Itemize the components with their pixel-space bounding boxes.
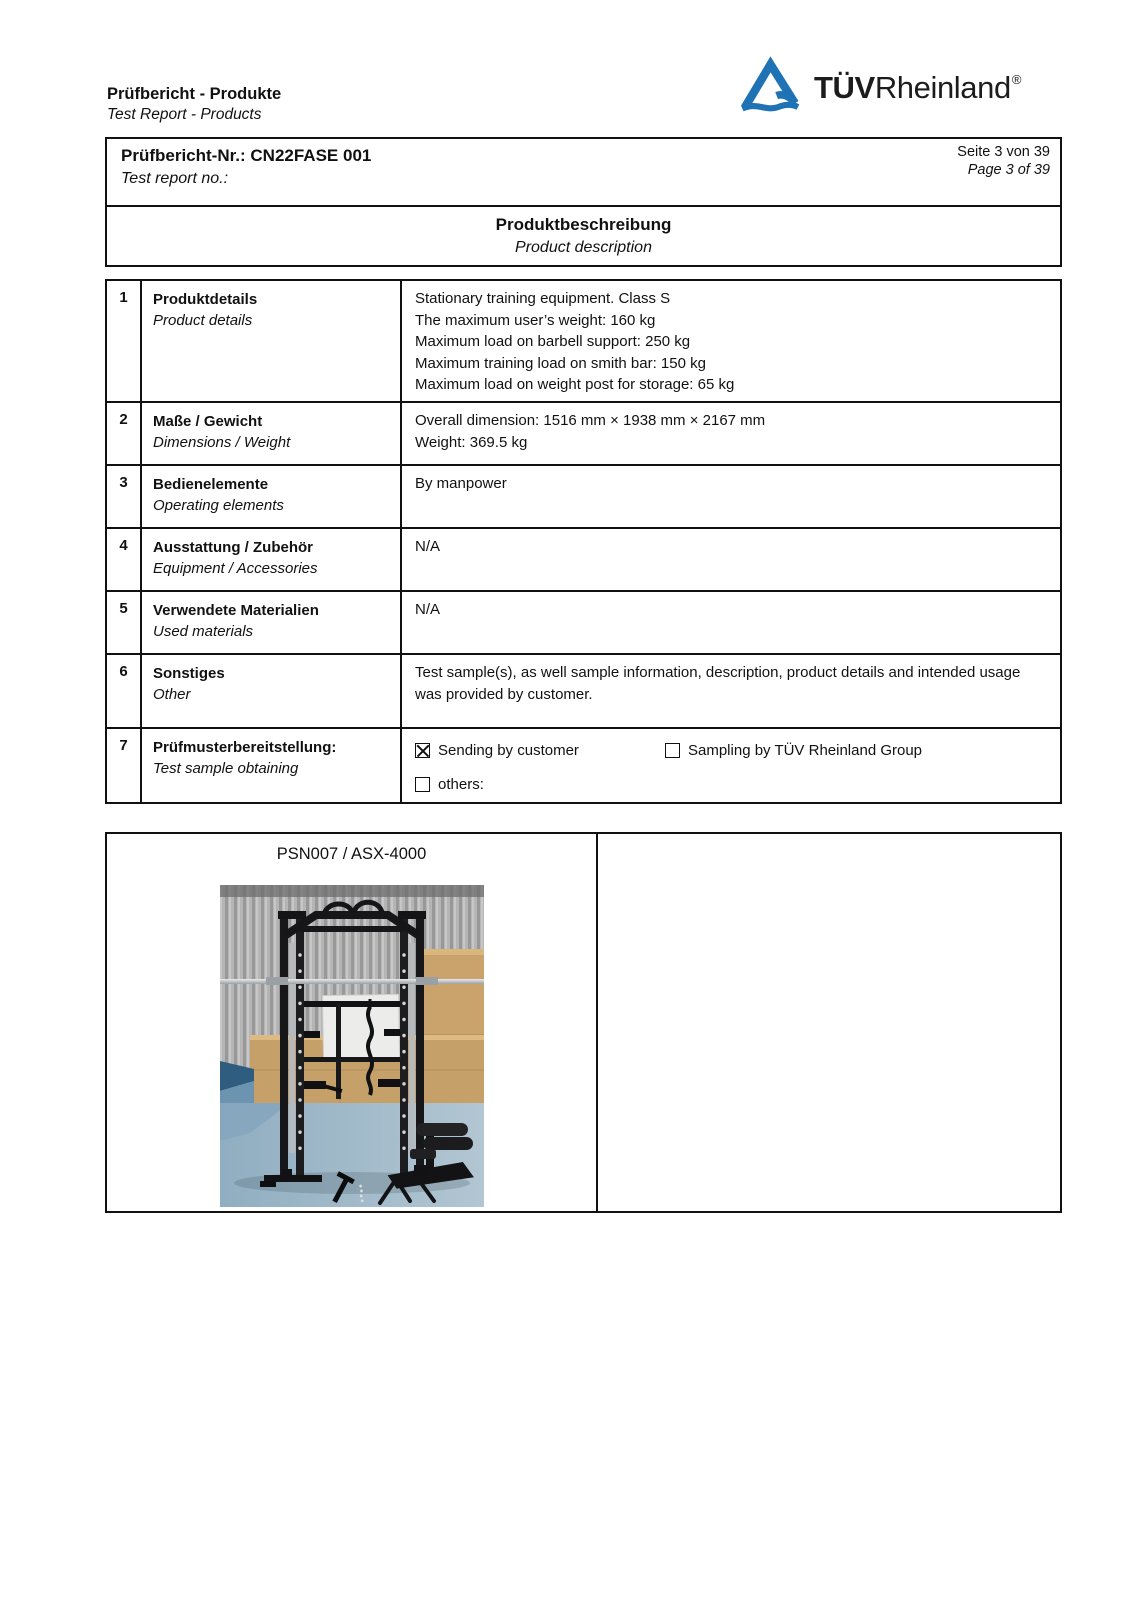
content-line: Weight: 369.5 kg <box>415 433 528 451</box>
row-label-de: Verwendete Materialien <box>153 602 319 619</box>
checkbox-others <box>415 774 484 796</box>
section-title <box>107 207 1060 257</box>
content-line: Maximum load on weight post for storage: 65 kg <box>415 376 735 393</box>
document-type-header <box>107 84 281 125</box>
logo-wordmark <box>814 70 1021 106</box>
table-row-6 <box>107 653 1060 727</box>
row-label <box>142 466 402 527</box>
row-label <box>142 403 402 464</box>
tuv-rheinland-logo <box>737 54 1021 122</box>
row-content <box>402 281 1060 401</box>
row-content <box>402 655 1060 727</box>
report-number-de: Prüfbericht-Nr.: CN22FASE 001 <box>121 146 372 165</box>
page-indicator <box>957 143 1050 179</box>
row-number: 4 <box>107 529 142 590</box>
table-row-3 <box>107 464 1060 527</box>
checkbox-label: Sending by customer <box>438 742 579 759</box>
table-row-5 <box>107 590 1060 653</box>
row-content <box>402 466 1060 527</box>
row-label-en: Test sample obtaining <box>153 760 299 777</box>
checkbox-label: Sampling by TÜV Rheinland Group <box>688 742 923 759</box>
row-label <box>142 529 402 590</box>
sample-photo-cell <box>107 834 598 1211</box>
checkbox-sampling-by-tuv <box>665 740 922 762</box>
content-line: Test sample(s), as well sample information, description, product details and intended usage was provided by customer. <box>415 664 1021 703</box>
table-row-7 <box>107 727 1060 802</box>
report-number-en: Test report no.: <box>121 170 229 187</box>
product-description-table <box>105 279 1062 804</box>
content-line: The maximum user’s weight: 160 kg <box>415 311 656 329</box>
doc-type-de: Prüfbericht - Produkte <box>107 85 282 103</box>
row-number: 3 <box>107 466 142 527</box>
row-content <box>402 592 1060 653</box>
report-number-section <box>107 139 1060 207</box>
sample-model-title: PSN007 / ASX-4000 <box>276 845 427 863</box>
table-row-2 <box>107 401 1060 464</box>
logo-tuv: TÜV <box>814 70 875 105</box>
row-label <box>142 655 402 727</box>
checkbox-line-2 <box>415 774 1046 796</box>
content-line: By manpower <box>415 475 507 492</box>
row-label-de: Prüfmusterbereitstellung: <box>153 739 337 756</box>
content-line: N/A <box>415 538 441 555</box>
row-label-en: Used materials <box>153 623 254 640</box>
content-line: Maximum training load on smith bar: 150 kg <box>415 354 706 372</box>
checkbox-sending-by-customer <box>415 740 665 762</box>
row-number: 5 <box>107 592 142 653</box>
row-label-en: Product details <box>153 312 253 329</box>
row-label-en: Equipment / Accessories <box>153 560 318 577</box>
logo-rheinland: Rheinland <box>874 70 1011 105</box>
empty-box-icon <box>665 743 680 758</box>
row-label-de: Produktdetails <box>153 291 258 308</box>
page-indicator-en: Page 3 of 39 <box>967 162 1050 178</box>
tuv-triangle-icon <box>737 54 801 122</box>
product-photo <box>220 885 484 1207</box>
content-line: N/A <box>415 601 441 618</box>
row-label-de: Maße / Gewicht <box>153 413 263 430</box>
table-row-1 <box>107 281 1060 401</box>
report-header-box <box>105 137 1062 267</box>
row-label-de: Bedienelemente <box>153 476 269 493</box>
row-label <box>142 592 402 653</box>
row-label <box>142 281 402 401</box>
row-content <box>402 529 1060 590</box>
content-line: Stationary training equipment. Class S <box>415 290 671 307</box>
row-label <box>142 729 402 802</box>
content-line: Maximum load on barbell support: 250 kg <box>415 333 691 350</box>
row-label-en: Dimensions / Weight <box>153 434 291 451</box>
row-content <box>402 729 1060 802</box>
row-number: 2 <box>107 403 142 464</box>
section-title-en: Product description <box>515 239 652 256</box>
doc-type-en: Test Report - Products <box>107 106 262 123</box>
empty-box-icon <box>415 777 430 792</box>
row-number: 6 <box>107 655 142 727</box>
checkbox-label: others: <box>438 775 484 793</box>
sample-empty-cell <box>598 834 1060 1211</box>
table-row-4 <box>107 527 1060 590</box>
registered-mark: ® <box>1011 72 1022 87</box>
checkbox-line-1 <box>415 740 1046 762</box>
page-indicator-de: Seite 3 von 39 <box>957 144 1050 160</box>
test-sample-box <box>105 832 1062 1213</box>
row-number: 1 <box>107 281 142 401</box>
checked-box-icon <box>415 743 430 758</box>
section-title-de: Produktbeschreibung <box>495 215 672 234</box>
row-label-en: Operating elements <box>153 497 284 514</box>
row-label-de: Sonstiges <box>153 665 225 682</box>
row-label-de: Ausstattung / Zubehör <box>153 539 313 556</box>
row-content <box>402 403 1060 464</box>
row-label-en: Other <box>153 686 191 703</box>
row-number: 7 <box>107 729 142 802</box>
content-line: Overall dimension: 1516 mm × 1938 mm × 2167 mm <box>415 412 766 429</box>
